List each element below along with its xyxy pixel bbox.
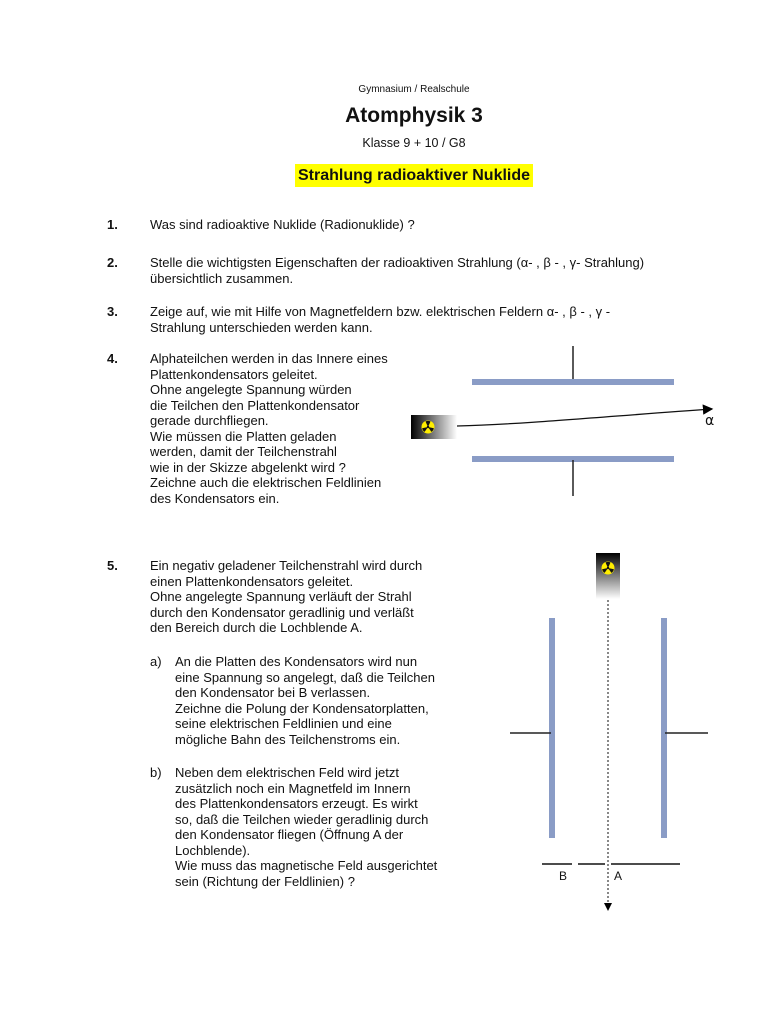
text-line: des Kondensators ein. — [150, 490, 280, 506]
text-line: gerade durchfliegen. — [150, 413, 269, 428]
question-2-number: 2. — [107, 255, 118, 270]
question-1-number: 1. — [107, 217, 118, 232]
text-line: Was sind radioaktive Nuklide (Radionuklide) ? — [150, 217, 415, 232]
capacitor-plate-left — [549, 618, 555, 838]
text-line: die Teilchen den Plattenkondensator — [150, 397, 360, 413]
opening-b-label: B — [559, 869, 568, 883]
text-line: Zeichne die Polung der Kondensatorplatten, — [175, 700, 429, 716]
alpha-label: α — [705, 413, 715, 429]
text-line: mögliche Bahn des Teilchenstroms ein. — [175, 731, 401, 747]
text-line: des Plattenkondensators erzeugt. Es wirkt — [175, 796, 418, 811]
text-line: werden, damit der Teilchenstrahl — [150, 444, 337, 459]
figure-5-capacitor — [510, 553, 708, 910]
school-type: Gymnasium / Realschule — [358, 84, 470, 95]
text-line: den Kondensator bei B verlassen. — [175, 685, 371, 700]
text-line: Plattenkondensators geleitet. — [150, 366, 318, 382]
text-line: An die Platten des Kondensators wird nun — [175, 654, 418, 669]
text-line: einen Plattenkondensators geleitet. — [150, 573, 354, 589]
figure-4-capacitor — [411, 346, 714, 496]
text-line: durch den Kondensator geradlinig und verläßt — [150, 604, 414, 620]
text-line: übersichtlich zusammen. — [150, 270, 294, 286]
radiation-source-icon — [411, 415, 457, 439]
text-line: Zeige auf, wie mit Hilfe von Magnetfeldern bzw. elektrischen Feldern α- , β - , γ - — [150, 304, 611, 319]
question-5-number: 5. — [107, 558, 118, 573]
text-line: den Bereich durch die Lochblende A. — [150, 620, 363, 635]
text-line: wie in der Skizze abgelenkt wird ? — [150, 459, 346, 475]
question-3-number: 3. — [107, 304, 118, 319]
question-4-number: 4. — [107, 351, 118, 366]
text-line: zusätzlich noch ein Magnetfeld im Innern — [175, 780, 411, 796]
subquestion-a-label: a) — [150, 654, 162, 669]
text-line: Wie muss das magnetische Feld ausgerichtet — [175, 858, 438, 873]
class-line: Klasse 9 + 10 / G8 — [362, 136, 466, 150]
capacitor-plate-right — [661, 618, 667, 838]
text-line: so, daß die Teilchen wieder geradlinig durch — [175, 811, 429, 827]
text-line: den Kondensator fliegen (Öffnung A der — [175, 827, 404, 842]
text-line: Stelle die wichtigsten Eigenschaften der radioaktiven Strahlung (α- , β - , γ- Strahlung) — [150, 255, 645, 270]
text-line: Neben dem elektrischen Feld wird jetzt — [175, 765, 399, 780]
text-line: Alphateilchen werden in das Innere eines — [150, 351, 388, 366]
radiation-trefoil-icon — [422, 421, 435, 434]
text-line: Ein negativ geladener Teilchenstrahl wird durch — [150, 558, 423, 573]
text-line: Ohne angelegte Spannung würden — [150, 382, 352, 397]
radiation-trefoil-icon — [602, 562, 615, 575]
alpha-beam-path — [457, 409, 712, 426]
capacitor-plate-top — [472, 379, 674, 385]
text-line: Wie müssen die Platten geladen — [150, 428, 337, 444]
subquestion-b-label: b) — [150, 765, 162, 780]
text-line: Strahlung unterschieden werden kann. — [150, 319, 373, 335]
text-line: seine elektrischen Feldlinien und eine — [175, 716, 392, 731]
text-line: Ohne angelegte Spannung verläuft der Strahl — [150, 589, 412, 604]
radiation-source-icon — [596, 553, 620, 599]
text-line: eine Spannung so angelegt, daß die Teilchen — [175, 669, 435, 685]
text-line: Zeichne auch die elektrischen Feldlinien — [150, 475, 382, 490]
topic-highlight: Strahlung radioaktiver Nuklide — [295, 164, 533, 187]
page-title: Atomphysik 3 — [345, 104, 483, 127]
text-line: sein (Richtung der Feldlinien) ? — [175, 873, 355, 889]
text-line: Lochblende). — [175, 842, 251, 858]
opening-a-label: A — [614, 869, 623, 883]
